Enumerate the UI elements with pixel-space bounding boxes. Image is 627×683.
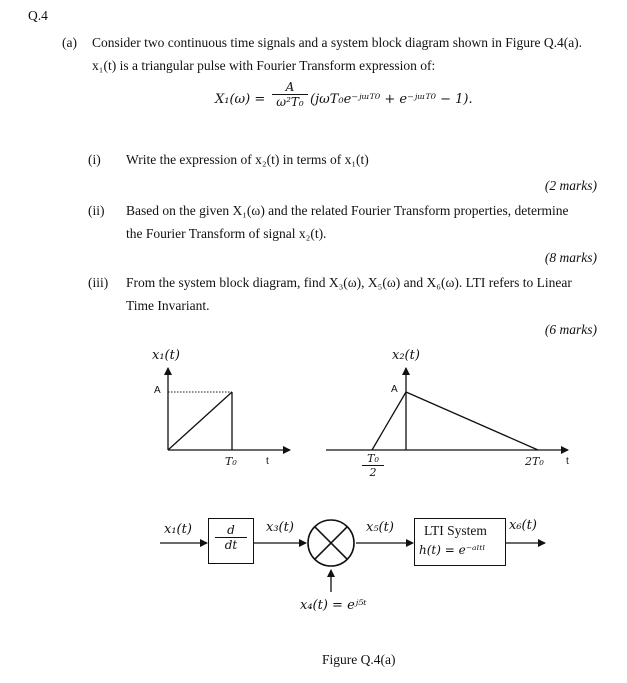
lti-title: LTI System <box>424 523 487 538</box>
plot1-ramp <box>168 392 232 450</box>
sub-iii-marks: (6 marks) <box>544 322 597 337</box>
sub-iii-text-2: Time Invariant. <box>126 298 210 313</box>
ft-rhs: (jωT₀e⁻ʲᵚᵀ⁰ + e⁻ʲᵚᵀ⁰ − 1). <box>310 92 473 107</box>
sub-i-label: (i) <box>88 152 101 167</box>
plot2-ylabel: x₂(t) <box>392 348 420 363</box>
x4-label: x₄(t) = eʲ⁵ᵗ <box>300 598 367 613</box>
plot2-half-num: T₀ <box>362 452 384 466</box>
plot2-amp-label: A <box>391 384 398 395</box>
plot2-half-t0 <box>362 452 384 479</box>
x5-label: x₅(t) <box>366 520 394 535</box>
plot2-fall <box>406 392 538 450</box>
intro-line-2: x₁(t) is a triangular pulse with Fourier Transform expression of: <box>92 58 436 73</box>
ft-frac-num: A <box>272 80 308 95</box>
plot2-rise <box>372 392 406 450</box>
sub-iii-label: (iii) <box>88 275 109 290</box>
ft-lhs: X₁(ω) = <box>215 92 266 107</box>
plot2-half-den: 2 <box>369 466 377 479</box>
x6-label: x₆(t) <box>509 518 537 533</box>
diff-den: dt <box>224 538 238 552</box>
plot2-end-label: 2T₀ <box>525 455 544 468</box>
x3-label: x₃(t) <box>266 520 294 535</box>
differentiator-fraction <box>215 523 247 552</box>
plot2-t-label: t <box>566 456 569 467</box>
lti-system-block <box>414 518 506 566</box>
plot1-axes <box>168 368 290 450</box>
ft-frac-den: ω²T₀ <box>276 95 304 109</box>
sub-i-text: Write the expression of x₂(t) in terms of x₁(t) <box>126 152 369 167</box>
diff-num: d <box>215 523 247 538</box>
sub-ii-text-1: Based on the given X₁(ω) and the related Fourier Transform properties, determine <box>126 203 569 218</box>
sub-i-marks: (2 marks) <box>544 178 597 193</box>
plot2-axes <box>326 368 568 450</box>
part-a-label: (a) <box>62 35 77 50</box>
plot1-t-label: t <box>266 456 269 467</box>
plot1-amp-label: A <box>154 385 161 396</box>
figure-caption: Figure Q.4(a) <box>322 652 396 667</box>
sub-ii-marks: (8 marks) <box>544 250 597 265</box>
plot1-t0-label: T₀ <box>225 455 237 468</box>
differentiator-block <box>208 518 254 564</box>
question-number: Q.4 <box>28 8 48 23</box>
intro-line-1: Consider two continuous time signals and a system block diagram shown in Figure Q.4(a). <box>92 35 583 50</box>
sub-ii-label: (ii) <box>88 203 105 218</box>
plot1-ylabel: x₁(t) <box>152 348 180 363</box>
block-input-label: x₁(t) <box>164 522 192 537</box>
sub-ii-text-2: the Fourier Transform of signal x₂(t). <box>126 226 327 241</box>
multiplier-symbol <box>308 520 354 566</box>
lti-impulse-response: h(t) = e⁻ᵃˡᵗˡ <box>419 543 486 557</box>
sub-iii-text-1: From the system block diagram, find X₃(ω), X₅(ω) and X₆(ω). LTI refers to Linear <box>126 275 572 290</box>
